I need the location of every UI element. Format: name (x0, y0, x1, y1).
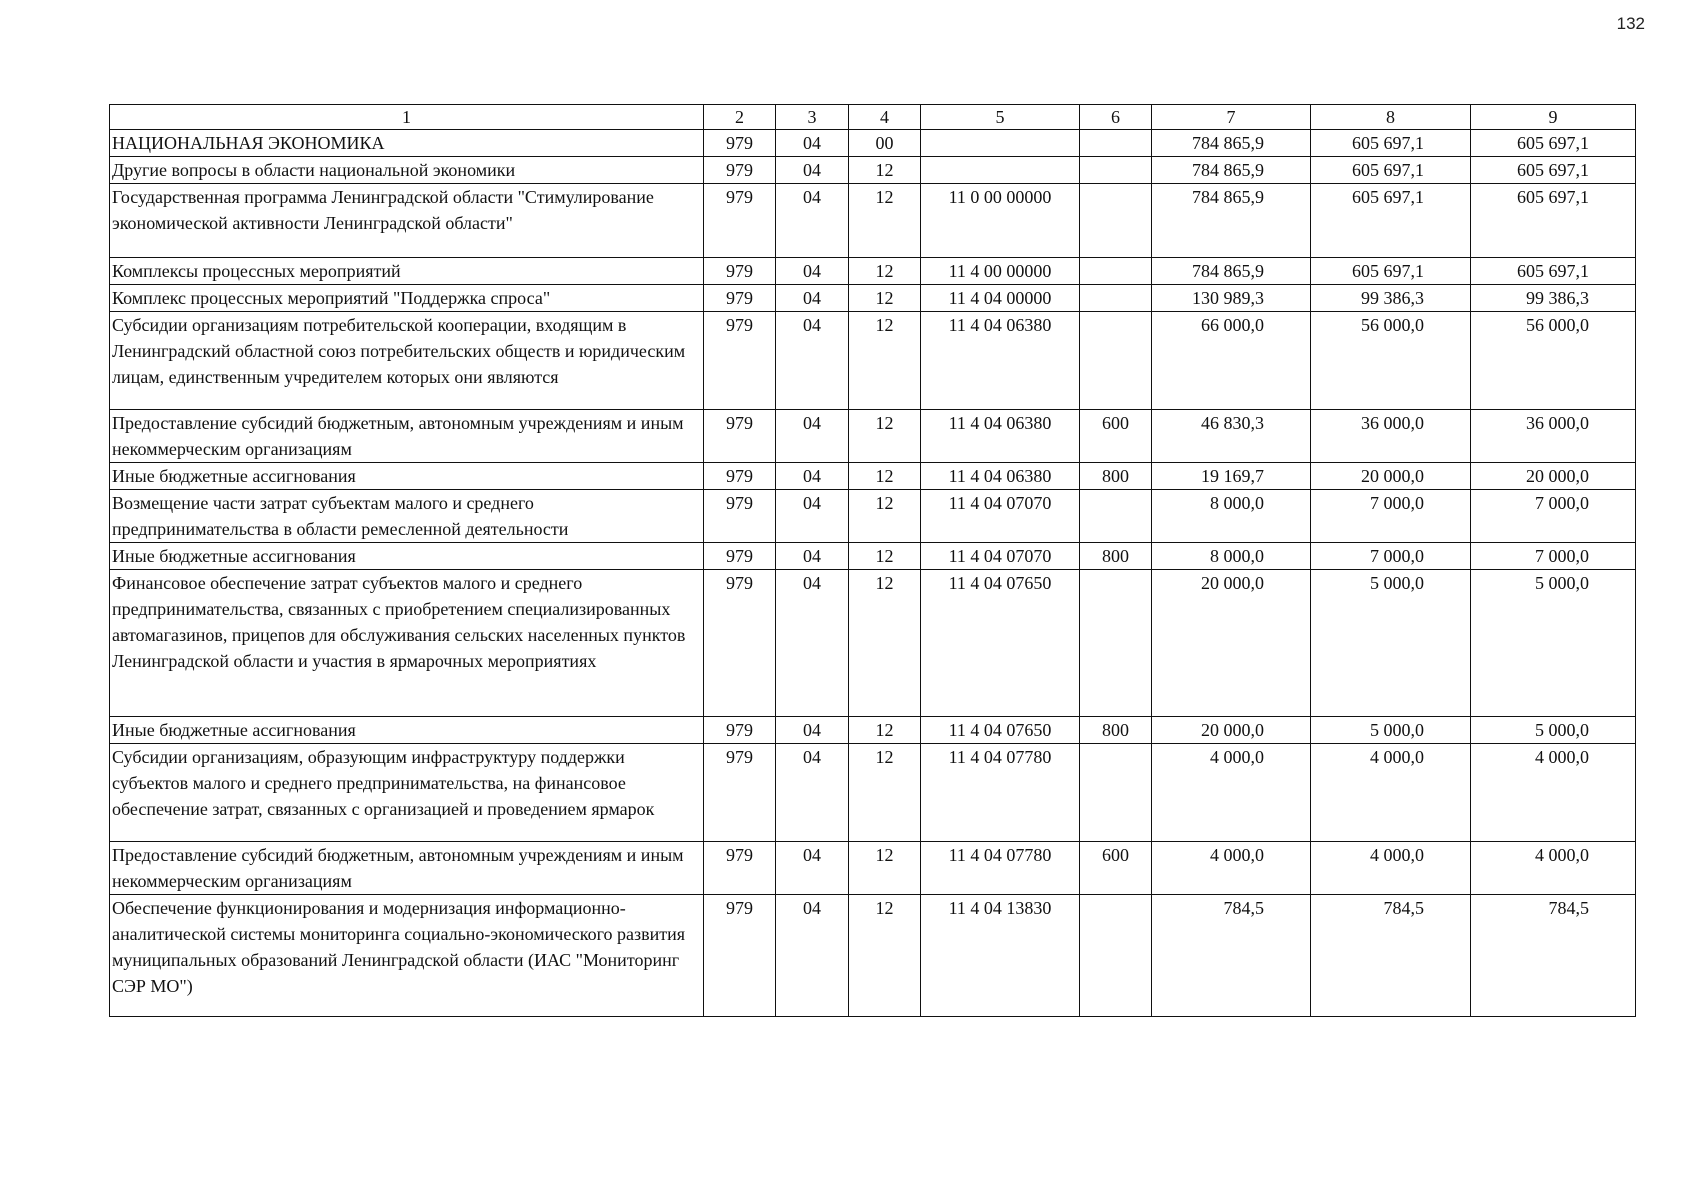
cell-amount-year3: 4 000,0 (1471, 744, 1636, 842)
cell-amount-year3: 5 000,0 (1471, 717, 1636, 744)
column-header: 5 (921, 105, 1080, 130)
cell-amount-year2: 605 697,1 (1311, 184, 1471, 258)
cell-section: 04 (776, 570, 849, 717)
cell-subsection: 12 (849, 410, 921, 463)
cell-expense-type (1080, 130, 1152, 157)
cell-expense-type (1080, 570, 1152, 717)
cell-amount-year1: 784,5 (1152, 895, 1311, 1017)
cell-target-article: 11 4 00 00000 (921, 258, 1080, 285)
cell-name: Комплекс процессных мероприятий "Поддержка спроса" (110, 285, 704, 312)
cell-subsection: 00 (849, 130, 921, 157)
cell-expense-type: 600 (1080, 842, 1152, 895)
cell-amount-year2: 5 000,0 (1311, 717, 1471, 744)
cell-target-article: 11 4 04 06380 (921, 312, 1080, 410)
cell-section: 04 (776, 463, 849, 490)
cell-subsection: 12 (849, 312, 921, 410)
cell-amount-year3: 605 697,1 (1471, 130, 1636, 157)
column-header: 3 (776, 105, 849, 130)
cell-name: Государственная программа Ленинградской области "Стимулирование экономической активности Ленинградской области" (110, 184, 704, 258)
cell-name: Иные бюджетные ассигнования (110, 543, 704, 570)
cell-amount-year2: 605 697,1 (1311, 258, 1471, 285)
cell-section: 04 (776, 258, 849, 285)
cell-section: 04 (776, 744, 849, 842)
cell-subsection: 12 (849, 717, 921, 744)
cell-admin-code: 979 (704, 463, 776, 490)
cell-subsection: 12 (849, 157, 921, 184)
cell-amount-year3: 56 000,0 (1471, 312, 1636, 410)
cell-expense-type: 800 (1080, 543, 1152, 570)
cell-target-article: 11 4 04 07070 (921, 543, 1080, 570)
cell-amount-year2: 784,5 (1311, 895, 1471, 1017)
cell-target-article: 11 4 04 00000 (921, 285, 1080, 312)
table-row (110, 717, 1636, 744)
cell-amount-year1: 784 865,9 (1152, 184, 1311, 258)
cell-expense-type: 800 (1080, 717, 1152, 744)
budget-table (109, 104, 1636, 1017)
cell-admin-code: 979 (704, 717, 776, 744)
cell-admin-code: 979 (704, 157, 776, 184)
cell-admin-code: 979 (704, 312, 776, 410)
cell-section: 04 (776, 717, 849, 744)
cell-amount-year1: 4 000,0 (1152, 842, 1311, 895)
cell-name: Обеспечение функционирования и модернизация информационно-аналитической системы мониторинга социально-экономического развития муниципальных образований Ленинградской области (ИАС "Мониторинг СЭР МО") (110, 895, 704, 1017)
cell-target-article (921, 130, 1080, 157)
cell-section: 04 (776, 842, 849, 895)
cell-section: 04 (776, 157, 849, 184)
cell-name: Субсидии организациям потребительской кооперации, входящим в Ленинградский областной союз потребительских обществ и юридическим лицам, единственным учредителем которых они являются (110, 312, 704, 410)
cell-target-article: 11 4 04 06380 (921, 463, 1080, 490)
table-row (110, 463, 1636, 490)
column-header: 7 (1152, 105, 1311, 130)
table-row (110, 258, 1636, 285)
cell-expense-type (1080, 258, 1152, 285)
cell-subsection: 12 (849, 463, 921, 490)
cell-subsection: 12 (849, 490, 921, 543)
cell-amount-year3: 4 000,0 (1471, 842, 1636, 895)
cell-section: 04 (776, 312, 849, 410)
cell-target-article: 11 4 04 07780 (921, 842, 1080, 895)
cell-admin-code: 979 (704, 285, 776, 312)
cell-expense-type (1080, 312, 1152, 410)
table-row (110, 130, 1636, 157)
cell-admin-code: 979 (704, 895, 776, 1017)
cell-name: Предоставление субсидий бюджетным, автономным учреждениям и иным некоммерческим организациям (110, 410, 704, 463)
column-header: 4 (849, 105, 921, 130)
cell-admin-code: 979 (704, 570, 776, 717)
cell-amount-year1: 4 000,0 (1152, 744, 1311, 842)
cell-amount-year3: 5 000,0 (1471, 570, 1636, 717)
cell-amount-year3: 605 697,1 (1471, 258, 1636, 285)
column-header: 2 (704, 105, 776, 130)
cell-admin-code: 979 (704, 744, 776, 842)
cell-amount-year1: 20 000,0 (1152, 570, 1311, 717)
cell-target-article: 11 4 04 13830 (921, 895, 1080, 1017)
table-row (110, 285, 1636, 312)
cell-amount-year2: 20 000,0 (1311, 463, 1471, 490)
table-row (110, 490, 1636, 543)
cell-subsection: 12 (849, 543, 921, 570)
cell-section: 04 (776, 490, 849, 543)
cell-admin-code: 979 (704, 410, 776, 463)
cell-name: Субсидии организациям, образующим инфраструктуру поддержки субъектов малого и среднего предпринимательства, на финансовое обеспечение затрат, связанных с организацией и проведением ярмарок (110, 744, 704, 842)
cell-amount-year3: 784,5 (1471, 895, 1636, 1017)
cell-amount-year1: 8 000,0 (1152, 543, 1311, 570)
cell-amount-year3: 7 000,0 (1471, 543, 1636, 570)
cell-section: 04 (776, 285, 849, 312)
cell-amount-year1: 130 989,3 (1152, 285, 1311, 312)
cell-subsection: 12 (849, 184, 921, 258)
cell-admin-code: 979 (704, 842, 776, 895)
table-row (110, 157, 1636, 184)
cell-target-article: 11 0 00 00000 (921, 184, 1080, 258)
table-row (110, 744, 1636, 842)
cell-amount-year1: 19 169,7 (1152, 463, 1311, 490)
cell-amount-year2: 605 697,1 (1311, 157, 1471, 184)
cell-target-article (921, 157, 1080, 184)
cell-expense-type (1080, 157, 1152, 184)
cell-name: Иные бюджетные ассигнования (110, 463, 704, 490)
column-header: 1 (110, 105, 704, 130)
cell-admin-code: 979 (704, 130, 776, 157)
cell-target-article: 11 4 04 07780 (921, 744, 1080, 842)
cell-name: Иные бюджетные ассигнования (110, 717, 704, 744)
cell-amount-year3: 7 000,0 (1471, 490, 1636, 543)
cell-subsection: 12 (849, 285, 921, 312)
cell-expense-type: 800 (1080, 463, 1152, 490)
table-header-row (110, 105, 1636, 130)
cell-section: 04 (776, 130, 849, 157)
cell-amount-year2: 5 000,0 (1311, 570, 1471, 717)
column-header: 6 (1080, 105, 1152, 130)
cell-target-article: 11 4 04 07650 (921, 570, 1080, 717)
cell-subsection: 12 (849, 744, 921, 842)
cell-amount-year2: 4 000,0 (1311, 744, 1471, 842)
cell-amount-year2: 7 000,0 (1311, 543, 1471, 570)
cell-expense-type (1080, 490, 1152, 543)
cell-expense-type (1080, 285, 1152, 312)
cell-amount-year2: 99 386,3 (1311, 285, 1471, 312)
cell-expense-type: 600 (1080, 410, 1152, 463)
cell-name: Финансовое обеспечение затрат субъектов малого и среднего предпринимательства, связанных с приобретением специализированных автомагазинов, прицепов для обслуживания сельских населенных пунктов Ленинградской области и участия в ярмарочных мероприятиях (110, 570, 704, 717)
cell-expense-type (1080, 895, 1152, 1017)
table-row (110, 312, 1636, 410)
cell-admin-code: 979 (704, 258, 776, 285)
column-header: 9 (1471, 105, 1636, 130)
table-row (110, 570, 1636, 717)
cell-admin-code: 979 (704, 184, 776, 258)
cell-amount-year1: 784 865,9 (1152, 157, 1311, 184)
column-header: 8 (1311, 105, 1471, 130)
table-body (110, 105, 1636, 1017)
cell-amount-year3: 99 386,3 (1471, 285, 1636, 312)
table-row (110, 895, 1636, 1017)
cell-name: Комплексы процессных мероприятий (110, 258, 704, 285)
cell-amount-year2: 7 000,0 (1311, 490, 1471, 543)
cell-amount-year3: 605 697,1 (1471, 184, 1636, 258)
page-number: 132 (1616, 14, 1645, 33)
cell-subsection: 12 (849, 258, 921, 285)
cell-section: 04 (776, 410, 849, 463)
cell-amount-year1: 784 865,9 (1152, 258, 1311, 285)
cell-subsection: 12 (849, 570, 921, 717)
cell-amount-year1: 784 865,9 (1152, 130, 1311, 157)
cell-target-article: 11 4 04 07650 (921, 717, 1080, 744)
cell-amount-year2: 605 697,1 (1311, 130, 1471, 157)
cell-subsection: 12 (849, 842, 921, 895)
cell-expense-type (1080, 744, 1152, 842)
cell-target-article: 11 4 04 06380 (921, 410, 1080, 463)
cell-target-article: 11 4 04 07070 (921, 490, 1080, 543)
table-row (110, 184, 1636, 258)
cell-name: Предоставление субсидий бюджетным, автономным учреждениям и иным некоммерческим организациям (110, 842, 704, 895)
cell-amount-year3: 36 000,0 (1471, 410, 1636, 463)
cell-section: 04 (776, 184, 849, 258)
table-row (110, 543, 1636, 570)
cell-amount-year1: 46 830,3 (1152, 410, 1311, 463)
cell-amount-year2: 36 000,0 (1311, 410, 1471, 463)
cell-name: НАЦИОНАЛЬНАЯ ЭКОНОМИКА (110, 130, 704, 157)
cell-amount-year2: 56 000,0 (1311, 312, 1471, 410)
cell-amount-year1: 20 000,0 (1152, 717, 1311, 744)
table-row (110, 842, 1636, 895)
cell-amount-year1: 66 000,0 (1152, 312, 1311, 410)
cell-expense-type (1080, 184, 1152, 258)
table-row (110, 410, 1636, 463)
cell-subsection: 12 (849, 895, 921, 1017)
cell-amount-year1: 8 000,0 (1152, 490, 1311, 543)
cell-admin-code: 979 (704, 490, 776, 543)
cell-section: 04 (776, 895, 849, 1017)
cell-amount-year2: 4 000,0 (1311, 842, 1471, 895)
cell-name: Другие вопросы в области национальной экономики (110, 157, 704, 184)
cell-name: Возмещение части затрат субъектам малого и среднего предпринимательства в области ремесленной деятельности (110, 490, 704, 543)
cell-admin-code: 979 (704, 543, 776, 570)
cell-amount-year3: 20 000,0 (1471, 463, 1636, 490)
cell-amount-year3: 605 697,1 (1471, 157, 1636, 184)
cell-section: 04 (776, 543, 849, 570)
